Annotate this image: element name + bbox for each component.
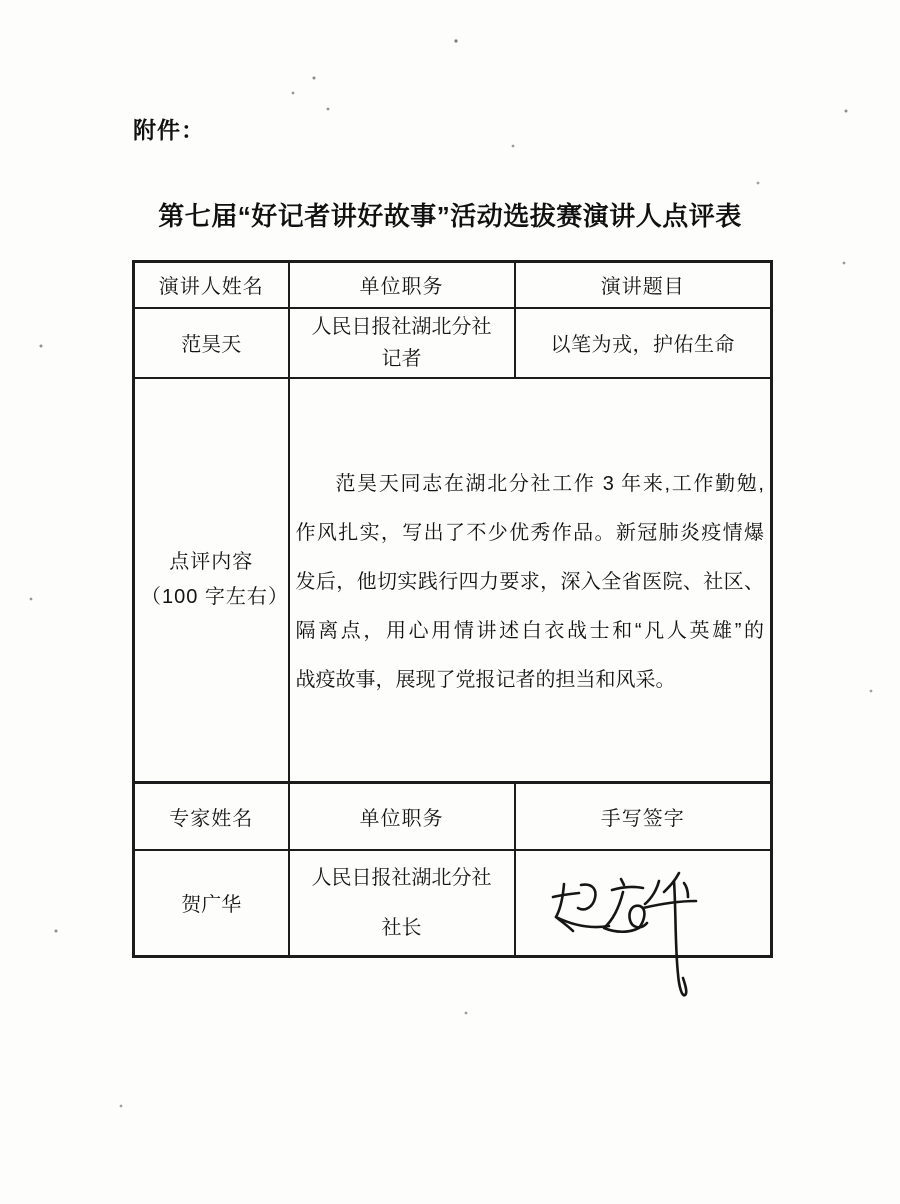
comment-label-cell xyxy=(134,378,289,783)
evaluation-form-table xyxy=(132,260,773,958)
comment-row xyxy=(134,378,772,783)
expert-unit-line2: 社长 xyxy=(381,916,422,939)
comment-label-line2: （100 字左右） xyxy=(141,585,289,608)
handwritten-signature-header: 手写签字 xyxy=(515,783,772,850)
expert-unit-line1: 人民日报社湖北分社 xyxy=(311,866,492,889)
comment-line: 隔离点，用心用情讲述白衣战士和“凡人英雄”的 xyxy=(295,620,764,643)
page-title: 第七届“好记者讲好故事”活动选拔赛演讲人点评表 xyxy=(158,201,742,231)
comment-line: 作风扎实，写出了不少优秀作品。新冠肺炎疫情爆 xyxy=(295,522,764,545)
speaker-header-row xyxy=(134,262,772,308)
scan-noise xyxy=(0,0,2,2)
expert-name-header: 专家姓名 xyxy=(134,783,289,850)
speaker-unit-line1: 人民日报社湖北分社 xyxy=(311,315,492,338)
comment-paragraph xyxy=(296,460,765,705)
speaker-unit-line2: 记者 xyxy=(381,347,422,370)
comment-line: 发后，他切实践行四力要求，深入全省医院、社区、 xyxy=(295,571,764,594)
comment-line: 战疫故事，展现了党报记者的担当和风采。 xyxy=(295,669,676,692)
signature-cell xyxy=(515,850,772,957)
expert-unit-header: 单位职务 xyxy=(289,783,515,850)
attachment-label: 附件： xyxy=(133,117,205,143)
speaker-unit-cell xyxy=(289,308,515,378)
comment-content-cell xyxy=(289,378,772,783)
comment-label-line1: 点评内容 xyxy=(169,550,254,573)
speech-topic-header: 演讲题目 xyxy=(515,262,772,308)
speaker-name-header: 演讲人姓名 xyxy=(134,262,289,308)
expert-name-cell: 贺广华 xyxy=(134,850,289,957)
speech-topic-cell: 以笔为戎，护佑生命 xyxy=(515,308,772,378)
speaker-data-row xyxy=(134,308,772,378)
expert-header-row xyxy=(134,783,772,850)
expert-data-row xyxy=(134,850,772,957)
comment-line: 范昊天同志在湖北分社工作 3 年来,工作勤勉, xyxy=(335,473,764,496)
expert-unit-cell xyxy=(289,850,515,957)
speaker-name-cell: 范昊天 xyxy=(134,308,289,378)
unit-position-header: 单位职务 xyxy=(289,262,515,308)
